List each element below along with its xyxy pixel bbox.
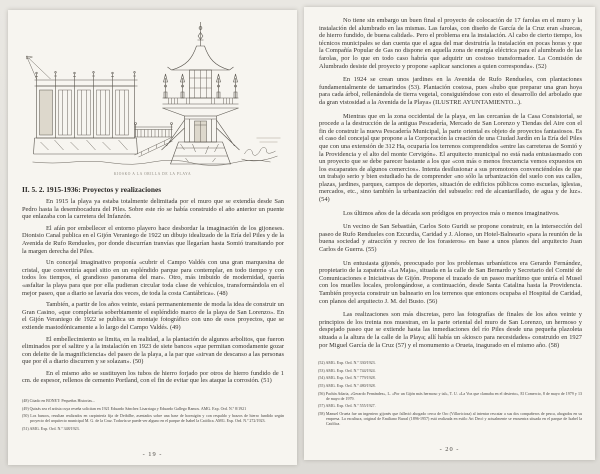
footnotes-block <box>22 398 284 431</box>
footnotes-block <box>318 360 582 426</box>
figure <box>19 16 287 176</box>
footnote: (57) AMG. Exp. Ord. N.º 555/1927. <box>318 403 376 409</box>
paragraph: Un entusiasta gijonés, preocupado por los problemas urbanísticos era Gerardo Fernández, propietario de la zapatería «La Maja», situada en la calle de San Bernardo y Secretario del Comité de Comunicaciones e Iniciativas de Gijón. Propone el trazado de un paseo marítimo que uniría el Musel con los muelles locales, prolongándose, a continuación, desde Santa Catalina hasta la Providencia. También proyecta construir un balneario en los terrenos que entonces ocupaba el Hospital de Caridad, con planos del arquitecto J. M. del Busto. (56) <box>319 259 582 305</box>
footnote: (56) Pachín Adaria, «Gerardo Fernández», L. «Por un Gijón más hermoso y tal», T. U. «La Voz que clamaba en el desierto», El Comercio, 8 de mayo de 1979 y 13 de mayo de 1979. <box>318 390 582 401</box>
page-number-left: - 19 - <box>142 451 163 458</box>
paragraph: Un concejal imaginativo proponía «cubrir el Campo Valdés con una gran marquesina de cristal, que convertiría aquel sitio en un espléndido parque para contemplar, en todo tiempo y con todos los tiempos, el grandioso panorama del mar». Otro, más imbuido de modernidad, quería «asfaltar la playa para que por ella pudieran circular toda clase de vehículos, transformándola en el mejor paseo, que a diario se lavaría dos veces, de toda la costa Cantábrica». (48) <box>22 259 284 297</box>
tower-drawing <box>161 22 239 164</box>
paragraph: Las realizaciones son más discretas, pero las fotografías de finales de los años veinte y principios de los treinta nos muestran, en la parte oriental del muro de San Lorenzo, un hermoso y despejado paseo que se extiende hasta las inmediaciones del río Piles desde una pequeña plazoleta situada a la altura de la calle de la Playa; allí había un «kiosco para necesidades» construido en 1927 por Miguel García de la Cruz (57) y el monumento a Orueta, inagurado en el mismo año. (58) <box>319 311 582 349</box>
footnote: (58) Manuel Orueta fue un ingeniero gijonés que falleció ahogado cerca de Oro (Villaviciosa) al intentar rescatar a sus dos compañeros de pesca, ahogados en su empresa. La escultura, original de Emiliano Barral (1896-1957) está realizada en estilo Art Decó y actualmente se encuentra situada en el parque de Isabel la Católica. <box>318 410 582 426</box>
footnote: (55) AMG. Exp. Ord. N.º 480/1928. <box>318 382 376 388</box>
section-heading: II. 5. 2. 1915-1936: Proyectos y realizaciones <box>22 185 162 194</box>
paragraph: No tiene sin embargo un buen final el proyecto de colocación de 17 farolas en el muro y la instalación del alumbrado en las mismas. Las farolas, con diseño de García de la Cruz eran «huecas, de hierro fundido, de buena calidad». Pero el problema era la instalación. Al cabo de cierto tiempo, los técnicos municipales se dan cuenta que el agua del mar destruiría la instalación en pocas horas y que la Compañía Popular de Gas no dispone en aquella zona de energía eléctrica para el alumbrado de las farolas, por lo que en todo caso habría que adquirir un costoso transformador. La Comisión de Alumbrado desiste del proyecto y propone «aplicar sanciones a quien corresponda». (52) <box>319 17 582 70</box>
paragraph: Un vecino de San Sebastián, Carlos Soto Guridi se propone construir, en la intersección del paseo de Rufo Rendueles con Ezcurdia, Caridad y J. Alonso, un Hotel-Balneario «para la reunión de la buena sociedad y atracción y recreo de los forasteros» en base a unos planos del arquitecto Juan Carlos de Guerra. (55) <box>319 223 582 254</box>
paragraph: El afán por embellecer el entorno playero hace desbordar la imaginación de los gijoneses. Dionisio Canal publica en el Gijón Veraniego de 1922 un dibujo idealizado de la Ería del Piles y de la Avenida de Rufo Rendueles, por donde discurrían tranvías que llegarían hasta Somió transitando por la margen derecha del Piles. <box>22 224 284 255</box>
kiosk-elevation-drawing <box>19 16 287 166</box>
footnote: (49) Quizás sea el artista cuya reseña solicitan en 1921 Eduardo Sánchez Lisarriaga y Eduardo Gallego Ramos. AMG. Exp. Ord. N.º 8/1921 <box>22 405 247 411</box>
footnote: (54) AMG. Exp. Ord. N.º 779/1928. <box>318 375 376 381</box>
walkway-drawing <box>134 123 172 158</box>
page-19 <box>8 10 297 465</box>
page-20 <box>304 7 595 460</box>
pavilion-drawing <box>26 56 137 154</box>
paragraph: También, a partir de los años veinte, estará permanentemente de moda la idea de construir un Gran Casino, «que completaría soberbiamente el espléndido marco de la playa de San Lorenzo». En el Gijón Veraniego de 1922 se publica un montaje fotográfico con uno de esos proyectos, que se extiende mastodónicamente a lo largo del Campo Valdés. (49) <box>22 301 284 331</box>
paragraph: En 1924 se crean unos jardines en la Avenida de Rufo Rendueles, con plantaciones fundamentalmente de tamarindos (53). Plantación costosa, pues «hubo que preparar una gran hoya para cada árbol, rellenándola de tierra vegetal, consiguiéndose con esto el desarrollo del arbolado que da gran vistosidad a la Avenida de la Playa» (ILUSTRE AYUNTAMIENTO...). <box>319 76 582 106</box>
footnote: (50) Los bancos, resultan realizados en carpintería fija de Deibilbe, asentados sobre una base de hormigón y con respaldo y brazos de hierro fundido según proyecto del arquitecto municipal M. G. de la Cruz. Todavía se puede ver alguno en el parque de Isabel la Católica. AMG. Exp. Ord. N.º 272/1923. <box>22 413 284 424</box>
footnote: (48) Citado en BONET: Pequeñas Historias... <box>22 398 95 404</box>
page-number-right: - 20 - <box>439 446 460 453</box>
paragraph: Mientras que en la zona occidental de la playa, en las cercanías de la Casa Consistorial, se procede a la destrucción de la antigua Pescadería, Mercado de San Lorenzo y Tiendas del Aire con el fin de construir la nueva Pescadería Municipal, la parte oriental es objeto de proyectos fantasiosos. Es el caso del concejal que propone a la Corporación la creación de una Ciudad Jardín en la Ería del Piles que con una extensión de 312 Ha, ocuparía los terrenos comprendidos «entre las carreteras de Somió y la Providencia y el alto del monte Cervigón». El arquitecto municipal no está nada entusiasmado con un proyecto que se debe parecer bastante a los que «con más o menos frecuencia vemos expuestos en los escaparates de algunos comercios». Intenta desilusionar a sus promotores convenciéndoles de que un trabajo serio y bien estudiado ha de comprender «no sólo la urbanización del suelo con sus calles, plazas, jardines, parques, campos de deportes, situación de edificios públicos como escuelas, iglesias, mercados, etc., sino también la urbanización del subsuelo: red de alcantarillado, de agua y de luz». (54) <box>319 112 582 204</box>
ground-line <box>32 160 270 165</box>
footnote: (52) AMG. Exp. Ord. N.º 330/1923. <box>318 360 376 366</box>
paragraph: En 1915 la playa ya estaba totalmente delimitada por el muro que se extendía desde San Pedro hasta la desembocadura del Piles. Sobre este río se había construido el año anterior un puente que enlazaba con la carretera del Infanzón. <box>22 198 284 221</box>
paragraph: Los últimos años de la década son pródigos en proyectos más o menos imaginativos. <box>343 209 560 217</box>
footnote: (53) AMG. Exp. Ord. N.º 744/1924. <box>318 367 376 373</box>
footnote: (51) AMG. Exp. Ord. N.º 348/1923. <box>22 425 80 431</box>
paragraph: En el mismo año se sustituyen los tubos de hierro forjado por otros de hierro fundido de 1 cm. de espesor, rellenos de cemento Portland, con el fin de evitar que les ataque la corrosión. (51) <box>22 369 284 385</box>
figure-caption: KIOSKO A LA ORILLA DE LA PLAYA <box>113 172 192 176</box>
architect-signature <box>241 138 280 161</box>
paragraph: El embellecimiento se limita, en la realidad, a la plantación de algunos arbolitos, que fueron eliminados por el salitre y a la instalación en 1923 de siete bancos «que permitan comodamente gozar con deleite de la magnificiencia» del paseo de la playa, a la par que «sirvan de descanso a las personas que por él a diario discurren y se solazan». (50) <box>22 335 284 366</box>
